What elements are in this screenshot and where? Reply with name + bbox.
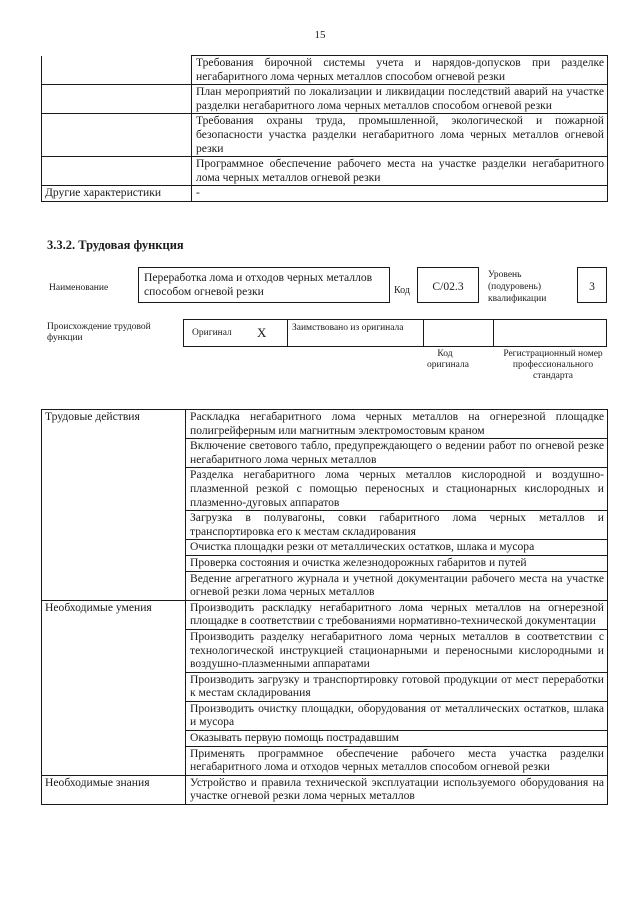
origin-box <box>183 319 607 347</box>
skill-cell: Применять программное обеспечение рабочего места участка разделки негабаритного лома и отходов черных металлов способом огневой резки <box>186 746 608 775</box>
labor-function-table <box>41 409 608 805</box>
requirement-cell: План мероприятий по локализации и ликвидации последствий аварий на участке разделки негабаритного лома черных металлов способом огневой резки <box>192 85 608 114</box>
knowledge-cell: Устройство и правила технической эксплуатации используемого оборудования на участке огневой резки лома черных металлов <box>186 775 608 804</box>
skill-cell: Производить разделку негабаритного лома черных металлов в соответствии с технологической инструкцией стационарными и переносными кислородными и воздушно-плазменными аппаратами <box>186 629 608 672</box>
table-row <box>42 56 608 85</box>
qualification-level-label: Уровень (подуровень) квалификации <box>488 270 547 304</box>
skill-cell: Производить загрузку и транспортировку готовой продукции от мест переработки к местам складирования <box>186 672 608 701</box>
section-title: 3.3.2. Трудовая функция <box>47 238 184 252</box>
skill-cell: Оказывать первую помощь пострадавшим <box>186 731 608 747</box>
table-row <box>42 85 608 114</box>
table-row <box>42 114 608 157</box>
function-name-box: Переработка лома и отходов черных металлов способом огневой резки <box>138 267 390 303</box>
other-characteristics-label: Другие характеристики <box>42 186 192 202</box>
borrowed-label: Заимствовано из оригинала <box>292 323 404 333</box>
table-row <box>42 600 608 629</box>
table-row <box>42 157 608 186</box>
registration-number-caption: Регистрационный номер профессионального стандарта <box>503 349 603 381</box>
table-row <box>42 410 608 439</box>
requirement-cell: Требования охраны труда, промышленной, экологической и пожарной безопасности участка разделки негабаритного лома черных металлов огневой резки <box>192 114 608 157</box>
requirement-cell: Требования бирочной системы учета и нарядов-допусков при разделке негабаритного лома черных металлов способом огневой резки <box>192 56 608 85</box>
skill-cell: Производить очистку площадки, оборудования от металлических остатков, шлака и мусора <box>186 701 608 730</box>
origin-label: Происхождение трудовой функции <box>47 322 151 343</box>
original-mark: X <box>257 325 267 340</box>
code-label: Код <box>394 285 410 296</box>
action-cell: Ведение агрегатного журнала и учетной документации рабочего места на участке огневой резки лома черных металлов <box>186 571 608 600</box>
skill-cell: Производить раскладку негабаритного лома черных металлов на огнерезной площадке в соответствии с требованиями нормативно-технической документации <box>186 600 608 629</box>
qualification-level-box: 3 <box>577 267 607 303</box>
skills-label: Необходимые умения <box>42 600 186 775</box>
top-characteristics-table <box>41 55 608 202</box>
action-cell: Загрузка в полувагоны, совки габаритного лома черных металлов и транспортировка его к местам складирования <box>186 511 608 540</box>
original-code-caption: Код оригинала <box>427 349 469 370</box>
action-cell: Проверка состояния и очистка железнодорожных габаритов и путей <box>186 555 608 571</box>
original-label: Оригинал <box>192 328 232 338</box>
actions-label: Трудовые действия <box>42 410 186 601</box>
function-code-box: С/02.3 <box>417 267 479 303</box>
table-row <box>42 775 608 804</box>
page-number: 15 <box>314 29 326 41</box>
name-label: Наименование <box>49 283 109 293</box>
action-cell: Раскладка негабаритного лома черных металлов на огнерезной площадке полигрейферным или магнитным электромостовым краном <box>186 410 608 439</box>
action-cell: Очистка площадки резки от металлических остатков, шлака и мусора <box>186 540 608 556</box>
requirement-cell: Программное обеспечение рабочего места на участке разделки негабаритного лома черных металлов огневой резки <box>192 157 608 186</box>
knowledge-label: Необходимые знания <box>42 775 186 804</box>
action-cell: Включение светового табло, предупреждающего о ведении работ по огневой резке негабаритного лома черных металлов <box>186 439 608 468</box>
action-cell: Разделка негабаритного лома черных металлов кислородной и воздушно-плазменной резкой с помощью переносных и стационарных кислородных и плазменно-дуговых аппаратов <box>186 468 608 511</box>
table-row <box>42 186 608 202</box>
other-characteristics-value: - <box>192 186 608 202</box>
